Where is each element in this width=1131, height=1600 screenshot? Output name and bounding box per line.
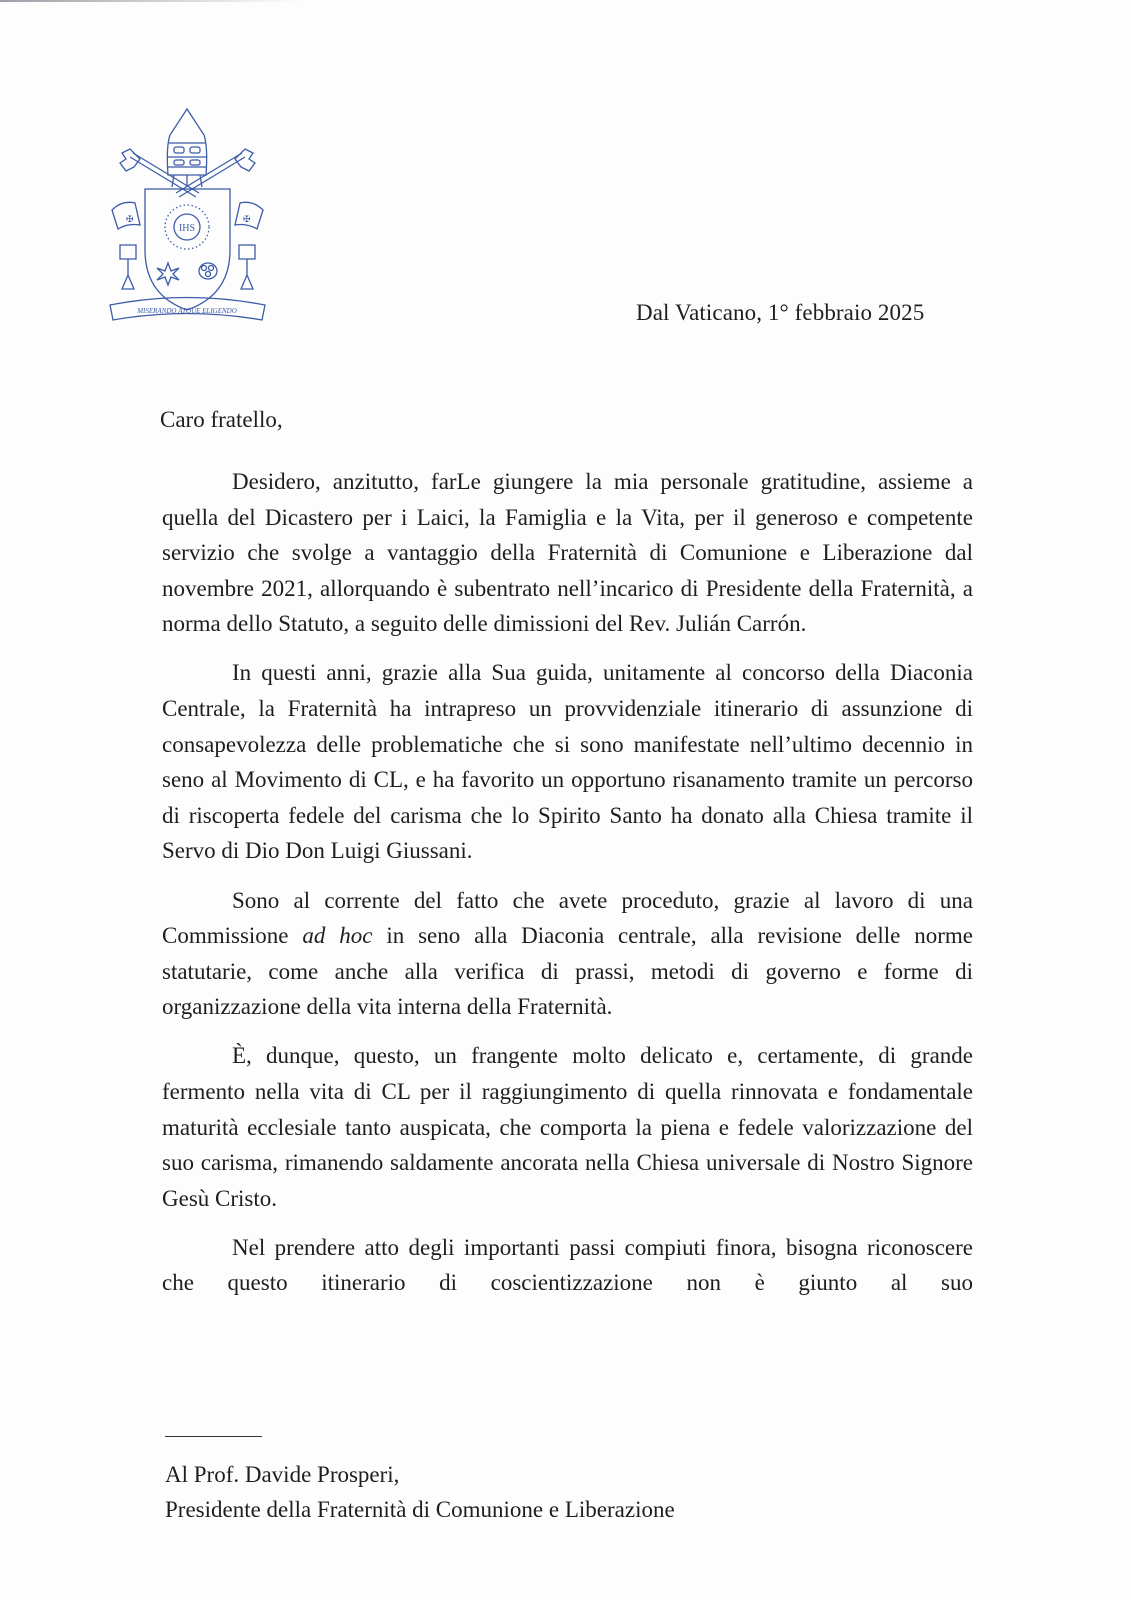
svg-text:✠: ✠: [243, 214, 251, 224]
crossed-keys-icon: [120, 149, 255, 197]
coat-of-arms-emblem: [100, 105, 275, 335]
date-line: Dal Vaticano, 1° febbraio 2025: [636, 300, 925, 325]
nard-flower-icon: [199, 263, 217, 279]
paragraph-1: Desidero, anzitutto, farLe giungere la mia personale gratitudine, assieme a quella del Dicastero per i Laici, la Famiglia e la Vita, per il generoso e competente servizio che svolge a vantaggio della Fraternità di Comunione e Liberazione dal novembre 2021, allorquando è subentrato nell’incarico di Presidente della Fraternità, a norma dello Statuto, a seguito delle dimissioni del Rev. Julián Carrón.: [162, 469, 973, 637]
paragraph-5: Nel prendere atto degli importanti passi compiuti finora, bisogna riconoscere che questo itinerario di coscientizzazione non è giunto al suo: [162, 1234, 973, 1296]
svg-text:MISERANDO ATQUE ELIGENDO: MISERANDO ATQUE ELIGENDO: [137, 307, 237, 315]
pallium-icon: [112, 202, 263, 289]
letter-body: [162, 464, 973, 1315]
addressee-block: [165, 1457, 675, 1527]
footnote-divider: [165, 1436, 262, 1437]
paragraph-4: È, dunque, questo, un frangente molto delicato e, certamente, di grande fermento nella vita di CL per il raggiungimento di quella rinnovata e fondamentale maturità ecclesiale tanto auspicata, che comporta la piena e fedele valorizzazione del suo carisma, rimanendo saldamente ancorata nella Chiesa universale di Nostro Signore Gesù Cristo.: [162, 1043, 973, 1211]
salutation: Caro fratello,: [160, 407, 283, 432]
svg-text:IHS: IHS: [178, 223, 196, 234]
svg-text:✠: ✠: [126, 214, 134, 224]
star-icon: [157, 263, 179, 285]
paragraph-3: Sono al corrente del fatto che avete proceduto, grazie al lavoro di una Commissione ad hoc in seno alla Diaconia centrale, alla revisione delle norme statutarie, come anche alla verifica di prassi, metodi di governo e forme di organizzazione della vita interna della Fraternità.: [162, 887, 973, 1020]
mitre-icon: [167, 109, 206, 187]
motto-scroll: [110, 298, 265, 321]
addressee-name: Al Prof. Davide Prosperi,: [165, 1462, 400, 1487]
shield-icon: [145, 189, 230, 310]
addressee-title: Presidente della Fraternità di Comunione e Liberazione: [165, 1497, 675, 1522]
latin-phrase: ad hoc: [302, 923, 373, 949]
scan-edge-line: [0, 0, 300, 2]
ihs-sunburst-icon: [165, 205, 209, 249]
paragraph-2: In questi anni, grazie alla Sua guida, unitamente al concorso della Diaconia Centrale, la Fraternità ha intrapreso un provvidenziale itinerario di assunzione di consapevolezza delle problematiche che si sono manifestate nell’ultimo decennio in seno al Movimento di CL, e ha favorito un opportuno risanamento tramite un percorso di riscoperta fedele del carisma che lo Spirito Santo ha donato alla Chiesa tramite il Servo di Dio Don Luigi Giussani.: [162, 660, 973, 864]
